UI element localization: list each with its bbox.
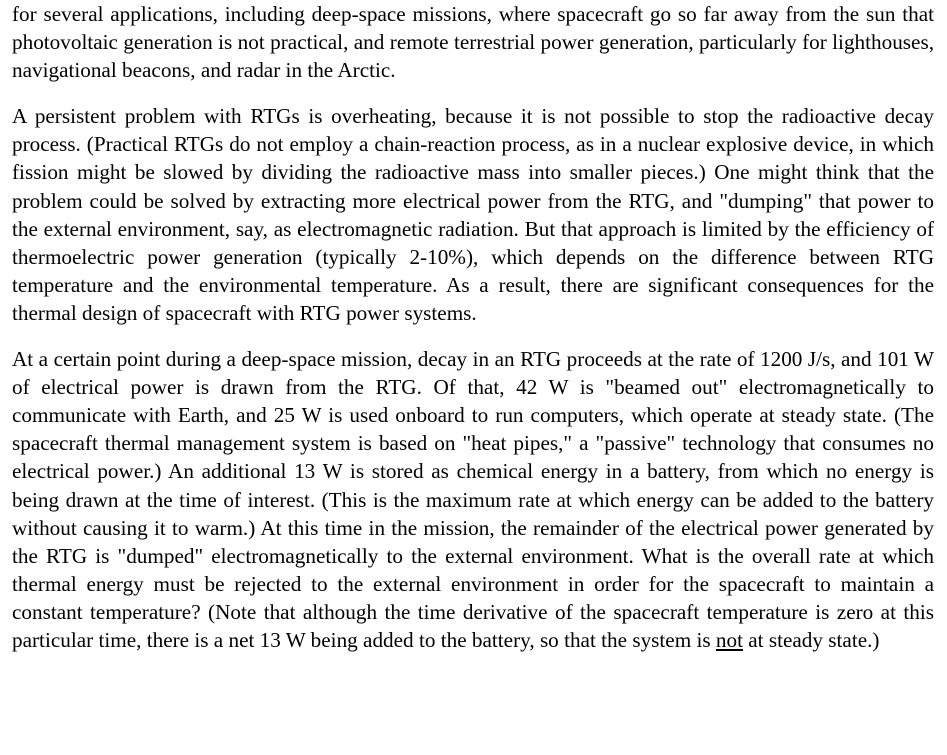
problem-text-main: At a certain point during a deep-space mission, decay in an RTG proceeds at the rate of 1200 J/s, and 101 W of electrical power is drawn from the RTG. Of that, 42 W is "beamed out" electromagnetically to communicate with Earth, and 25 W is used onboard to run computers, which operate at steady state. (The spacecraft thermal management system is based on "heat pipes," a "passive" technology that consumes no electrical power.) An additional 13 W is stored as chemical energy in a battery, from which no energy is being drawn at the time of interest. (This is the maximum rate at which energy can be added to the battery without causing it to warm.) At this time in the mission, the remainder of the electrical power generated by the RTG is "dumped" electromagnetically to the external environment. What is the overall rate at which thermal energy must be rejected to the external environment in order for the spacecraft to maintain a constant temperature? (Note that although the time derivative of the spacecraft temperature is zero at this particular time, there is a net 13 W being added to the battery, so that the system is	[12, 347, 934, 652]
paragraph-rtg-applications: for several applications, including deep-space missions, where spacecraft go so far away from the sun that photovoltaic generation is not practical, and remote terrestrial power generation, particularly for lighthouses, navigational beacons, and radar in the Arctic.	[12, 2, 934, 83]
paragraph-overheating-problem: A persistent problem with RTGs is overheating, because it is not possible to stop the radioactive decay process. (Practical RTGs do not employ a chain-reaction process, as in a nuclear explosive device, in which fission might be slowed by dividing the radioactive mass into smaller pieces.) One might think that the problem could be solved by extracting more electrical power from the RTG, and "dumping" that power to the external environment, say, as electromagnetic radiation. But that approach is limited by the efficiency of thermoelectric power generation (typically 2-10%), which depends on the difference between RTG temperature and the environmental temperature. As a result, there are significant consequences for the thermal design of spacecraft with RTG power systems.	[12, 104, 934, 325]
document-page	[12, 0, 934, 654]
problem-text-end: at steady state.)	[742, 627, 880, 652]
underlined-word-not: not	[715, 627, 743, 652]
paragraph-problem-statement	[12, 345, 934, 654]
